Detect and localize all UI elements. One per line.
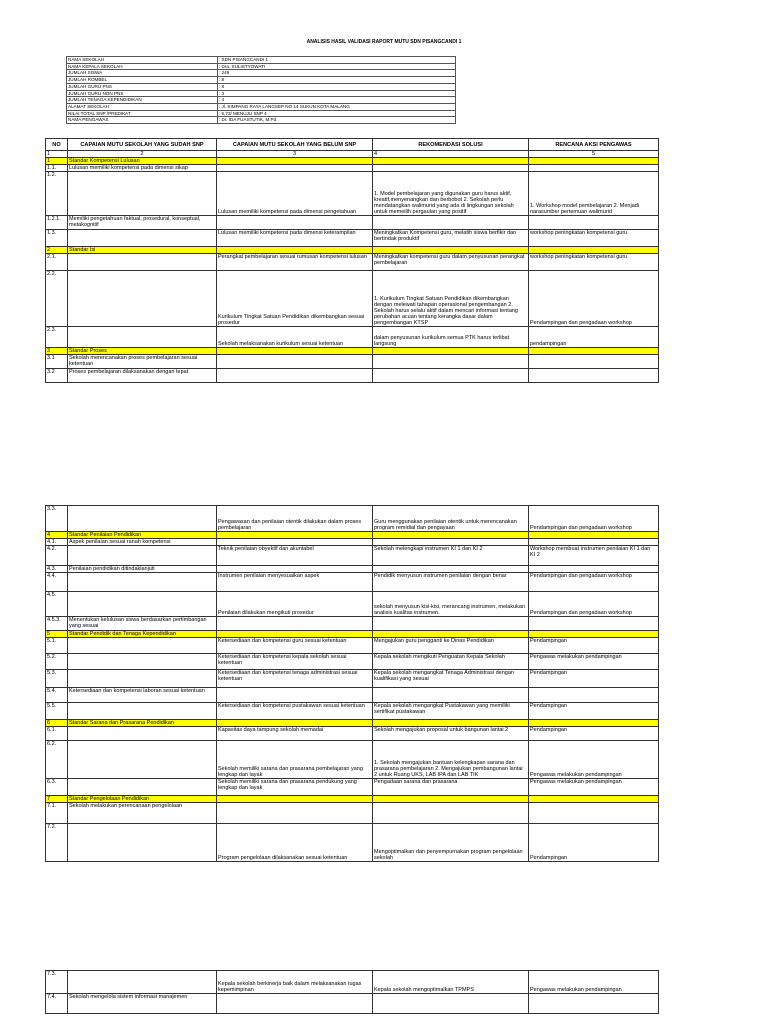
cell-belum (217, 566, 373, 573)
cell-rencana (529, 994, 659, 1014)
cell-rekomendasi: Kepala sekolah mengoptimalkan TPMPS (373, 971, 529, 994)
info-row (67, 110, 456, 117)
info-value: : SDN PISANGCANDI 1 (218, 57, 456, 64)
cell-rekomendasi: sekolah menyusun kisi-kisi, merancang instrumen, melakukan analisis kualitas instrumen. (373, 592, 529, 617)
standard-heading-row (46, 348, 659, 355)
cell-no: 7.1. (46, 803, 68, 824)
cell-rencana (529, 348, 659, 355)
cell-no: 5.1. (46, 638, 68, 654)
cell-belum (217, 631, 373, 638)
cell-rekomendasi (373, 617, 529, 631)
info-row (67, 70, 456, 77)
info-row (67, 63, 456, 70)
cell-rekomendasi: 1. Kurikulum Tingkat Satuan Pendidikan dikembangkan dengan melewati tahapan operasional pengembangan 2. Sekolah harus selalu aktif dalam mencari informasi tentang perubahan acuan tentang kerangka dasar dalam pengembangan KTSP (373, 271, 529, 327)
table-row (46, 592, 659, 617)
cell-rekomendasi: Pendidik menyusun instrumen penilaian dengan benar (373, 573, 529, 592)
cell-belum: Kapasitas daya tampung sekolah memadai (217, 727, 373, 741)
table-row (46, 803, 659, 824)
colnum: 1 (46, 151, 68, 158)
cell-belum (217, 803, 373, 824)
cell-rekomendasi: Meningkatkan kompetensi guru dalam penyusunan perangkat pembelajaran (373, 254, 529, 271)
cell-belum: Ketersediaan dan kompetensi guru sesuai ketentuan (217, 638, 373, 654)
info-label: NAMA PENGAWAS (67, 117, 218, 124)
info-value: : 8 (218, 77, 456, 84)
info-label: NAMA KEPALA SEKOLAH (67, 63, 218, 70)
cell-rencana: pendampingan (529, 327, 659, 348)
cell-no: 2.3. (46, 327, 68, 348)
cell-rencana (529, 369, 659, 383)
cell-no: 5.5. (46, 703, 68, 720)
cell-rencana (529, 539, 659, 546)
cell-belum: Ketersediaan dan kompetensi pustakawan sesuai ketentuan (217, 703, 373, 720)
cell-no: 2 (46, 247, 68, 254)
cell-rekomendasi: dalam penyusunan kurikulum semua PTK harus terlibat langsung (373, 327, 529, 348)
cell-rekomendasi: Mengajukan guru pengganti ke Dinas Pendidikan (373, 638, 529, 654)
cell-rencana: Pendampingan dan pengadaan workshop (529, 506, 659, 532)
cell-no: 5.3. (46, 670, 68, 688)
cell-sudah: Memiliki pengetahuan faktual, prosedural, konseptual, metakognitif (68, 216, 217, 230)
cell-rencana: Pendampingan (529, 670, 659, 688)
cell-sudah (68, 741, 217, 779)
table-row (46, 703, 659, 720)
cell-no: 2.2. (46, 271, 68, 327)
cell-no: 4.5.3. (46, 617, 68, 631)
cell-rekomendasi (373, 355, 529, 369)
header-rencana: RENCANA AKSI PENGAWAS (529, 139, 659, 151)
cell-rekomendasi (373, 796, 529, 803)
table-row (46, 670, 659, 688)
table-row (46, 688, 659, 703)
info-value: : 249 (218, 70, 456, 77)
cell-belum: Perangkat pembelajaran sesuai rumusan kompetensi lulusan (217, 254, 373, 271)
cell-sudah (68, 779, 217, 796)
analysis-table-part-2 (45, 505, 659, 862)
cell-sudah (68, 654, 217, 670)
cell-sudah: Proses pembelajaran dilaksanakan dengan tepat (68, 369, 217, 383)
cell-sudah: Penilaian pendidikan ditindaklanjuti (68, 566, 217, 573)
standard-heading-row (46, 158, 659, 165)
cell-sudah (68, 254, 217, 271)
cell-belum: Instrumen penilaian menyesuaikan aspek (217, 573, 373, 592)
cell-rencana: Pendampingan dan pengadaan workshop (529, 573, 659, 592)
cell-sudah: Menentukan kelulusan siswa berdasarkan pertimbangan yang sesuai (68, 617, 217, 631)
info-label: NAMA SEKOLAH (67, 57, 218, 64)
header-belum-snp: CAPAIAN MUTU SEKOLAH YANG BELUM SNP (217, 139, 373, 151)
cell-sudah: Standar Proses (68, 348, 217, 355)
cell-no: 4 (46, 532, 68, 539)
info-row (67, 117, 456, 124)
cell-rekomendasi: Guru menggunakan penilaian otentik untuk merencanakan program remidial dan pengayaan (373, 506, 529, 532)
cell-rencana (529, 165, 659, 172)
cell-rekomendasi (373, 566, 529, 573)
table-row (46, 741, 659, 779)
cell-belum (217, 720, 373, 727)
table-row (46, 994, 659, 1014)
cell-rekomendasi: Mengoptimalkan dan penyempurnakan program pengelolaan sekolah (373, 824, 529, 862)
cell-no: 5.2. (46, 654, 68, 670)
cell-no: 1.2.1. (46, 216, 68, 230)
cell-rencana: Pengawas melakukan pendampingan (529, 779, 659, 796)
cell-rencana (529, 355, 659, 369)
cell-sudah: Standar Kompetensi Lulusan (68, 158, 217, 165)
table-header-row (46, 139, 659, 151)
info-label: JUMLAH GURU PNS (67, 83, 218, 90)
cell-no: 1.1. (46, 165, 68, 172)
table-row (46, 172, 659, 216)
info-row (67, 57, 456, 64)
cell-rekomendasi: Sekolah mengajukan proposal untuk bangunan lantai 2 (373, 727, 529, 741)
cell-belum (217, 355, 373, 369)
cell-rencana: Workshop membuat instrumen penilaian KI 1 dan KI 2 (529, 546, 659, 566)
table-row (46, 638, 659, 654)
cell-sudah (68, 506, 217, 532)
cell-rekomendasi: Pengadaan sarana dan prasarana (373, 779, 529, 796)
standard-heading-row (46, 247, 659, 254)
cell-sudah (68, 172, 217, 216)
cell-rencana (529, 158, 659, 165)
cell-belum (217, 369, 373, 383)
cell-rekomendasi (373, 216, 529, 230)
cell-belum: Program pengelolaan dilaksanakan sesuai ketentuan (217, 824, 373, 862)
cell-no: 6.3. (46, 779, 68, 796)
cell-rencana: 1. Workshop model pembelajaran 2. Menjadi narasumber pertemuan walimurid (529, 172, 659, 216)
info-value: : Dr. IDA FUASTUTIK, M.Pd (218, 117, 456, 124)
cell-belum: Lulusan memiliki kompetensi pada dimensi keterampilan (217, 230, 373, 247)
colnum: 2 (68, 151, 217, 158)
cell-belum (217, 796, 373, 803)
cell-sudah (68, 727, 217, 741)
cell-belum: Teknik penilaian obyektif dan akuntabel (217, 546, 373, 566)
cell-belum (217, 617, 373, 631)
cell-rencana: Pendampingan dan pengadaan workshop (529, 592, 659, 617)
column-number-row (46, 151, 659, 158)
info-label: NILAI TOTAL SNP /PREDIKAT (67, 110, 218, 117)
cell-sudah: Ketersediaan dan kompetensi laboran sesuai ketentuan (68, 688, 217, 703)
cell-no: 1.3. (46, 230, 68, 247)
cell-rekomendasi: 1. Model pembelajaran yang digunakan guru harus aktif, kreatif,menyenangkan dan berbobot 2. Sekolah perlu mendatangkan walimurid yang ada di lingkungan sekolah untuk memeilih pergaulan yang positif (373, 172, 529, 216)
info-row (67, 83, 456, 90)
table-row (46, 727, 659, 741)
table-row (46, 216, 659, 230)
info-value: : Dra. SULISTYOWATI (218, 63, 456, 70)
table-row (46, 546, 659, 566)
cell-belum (217, 532, 373, 539)
cell-belum: Penilaian dilakukan mengikuti prosedur (217, 592, 373, 617)
colnum: 5 (529, 151, 659, 158)
cell-sudah (68, 573, 217, 592)
info-value: : Jl. SIMPANG RAYA LANGSEP NO 14 SUKUN KOTA MALANG (218, 103, 456, 110)
cell-no: 6.1. (46, 727, 68, 741)
table-row (46, 566, 659, 573)
table-row (46, 617, 659, 631)
table-row (46, 327, 659, 348)
standard-heading-row (46, 796, 659, 803)
info-value: : 5,73/ MENUJU SNP 4 (218, 110, 456, 117)
info-label: JUMLAH ROMBEL (67, 77, 218, 84)
cell-belum: Lulusan memiliki kompetensi pada dimensi pengetahuan (217, 172, 373, 216)
cell-rencana (529, 720, 659, 727)
cell-sudah (68, 592, 217, 617)
cell-rekomendasi (373, 348, 529, 355)
info-row (67, 90, 456, 97)
cell-no: 4.1. (46, 539, 68, 546)
cell-no: 4.4. (46, 573, 68, 592)
info-value: : 8 (218, 83, 456, 90)
cell-rekomendasi: Sekolah melengkapi instrumen KI 1 dan KI 2 (373, 546, 529, 566)
cell-no: 5 (46, 631, 68, 638)
table-row (46, 165, 659, 172)
standard-heading-row (46, 532, 659, 539)
cell-no: 6 (46, 720, 68, 727)
table-row (46, 254, 659, 271)
cell-belum (217, 247, 373, 254)
header-rekomendasi: REKOMENDASI SOLUSI (373, 139, 529, 151)
cell-sudah (68, 971, 217, 994)
table-row (46, 573, 659, 592)
standard-heading-row (46, 631, 659, 638)
cell-sudah: Standar Penilaian Pendidikan (68, 532, 217, 539)
colnum: 3 (217, 151, 373, 158)
header-no: NO (46, 139, 68, 151)
colnum: 4 (373, 151, 529, 158)
info-row (67, 97, 456, 104)
cell-rekomendasi (373, 369, 529, 383)
cell-rencana: workshop peningkatan kompetensi guru (529, 254, 659, 271)
cell-belum (217, 216, 373, 230)
cell-rencana: Pendampingan (529, 727, 659, 741)
cell-rekomendasi (373, 994, 529, 1014)
cell-belum (217, 688, 373, 703)
cell-sudah: Standar Sarana dan Prasarana Pendidikan (68, 720, 217, 727)
cell-rekomendasi (373, 688, 529, 703)
cell-sudah: Standar Isi (68, 247, 217, 254)
analysis-table-part-3 (45, 970, 659, 1014)
cell-belum: Sekolah memiliki sarana dan prasarana pendukung yang lengkap dan layak (217, 779, 373, 796)
cell-rekomendasi (373, 247, 529, 254)
cell-rekomendasi (373, 532, 529, 539)
cell-rencana (529, 796, 659, 803)
cell-rencana: Pendampingan dan pengadaan workshop (529, 271, 659, 327)
cell-belum (217, 994, 373, 1014)
cell-no: 4.3. (46, 566, 68, 573)
cell-sudah (68, 703, 217, 720)
cell-no: 5.4. (46, 688, 68, 703)
cell-sudah: Standar Pengelolaan Pendidikan (68, 796, 217, 803)
cell-no: 3.1 (46, 355, 68, 369)
cell-belum (217, 158, 373, 165)
cell-no: 3.2 (46, 369, 68, 383)
cell-rencana (529, 631, 659, 638)
analysis-table-part-1 (45, 138, 659, 383)
page-title: ANALISIS HASIL VALIDASI RAPORT MUTU SDN PISANGCANDI 1 (306, 39, 462, 45)
info-row (67, 103, 456, 110)
cell-rekomendasi (373, 803, 529, 824)
cell-sudah (68, 546, 217, 566)
cell-rencana: Pengawas melakukan pendampingan (529, 654, 659, 670)
cell-rekomendasi: 1. Sekolah mengajukan bantuan kelengkapan sarana dan prasarana pembelajaran 2. Mengajukan pembangunan lantai 2 untuk Ruang UKS, LAB IPA dan LAB TIK (373, 741, 529, 779)
cell-belum: Kepala sekolah berkinerja baik dalam melaksanakan tugas kepemimpinan (217, 971, 373, 994)
info-label: JUMLAH TENAGA KEPENDIDIKAN (67, 97, 218, 104)
cell-rencana: Pendampingan (529, 638, 659, 654)
cell-rencana (529, 688, 659, 703)
cell-rencana (529, 216, 659, 230)
cell-sudah: Sekolah melakukan perencanaan pengelolaan (68, 803, 217, 824)
cell-no: 2.1. (46, 254, 68, 271)
info-label: ALAMAT SEKOLAH (67, 103, 218, 110)
cell-no: 1.2. (46, 172, 68, 216)
cell-rencana (529, 803, 659, 824)
cell-rekomendasi (373, 165, 529, 172)
cell-rekomendasi (373, 720, 529, 727)
cell-rekomendasi: Kepala sekolah mengikuti Penguatan Kepala Sekolah (373, 654, 529, 670)
cell-rekomendasi: Kepala sekolah mengangkat Pustakawan yang memiliki sertifikat pustakawan (373, 703, 529, 720)
cell-sudah (68, 670, 217, 688)
table-row (46, 779, 659, 796)
cell-belum (217, 539, 373, 546)
cell-sudah (68, 230, 217, 247)
cell-no: 7.2. (46, 824, 68, 862)
cell-sudah: Standar Pendidik dan Tenaga Kependidikan (68, 631, 217, 638)
info-value: : 4 (218, 97, 456, 104)
cell-rekomendasi (373, 539, 529, 546)
cell-no: 7.3. (46, 971, 68, 994)
cell-no: 7 (46, 796, 68, 803)
cell-rencana: Pendampingan (529, 824, 659, 862)
cell-rekomendasi: Kepala sekolah mengangkat Tenaga Administrasi dengan kualifikasi yang sesuai (373, 670, 529, 688)
cell-no: 3 (46, 348, 68, 355)
cell-no: 4.5. (46, 592, 68, 617)
cell-rencana: workshop peningkatan kompetensi guru (529, 230, 659, 247)
cell-no: 7.4. (46, 994, 68, 1014)
cell-belum (217, 165, 373, 172)
info-label: JUMLAH GURU NON PNS (67, 90, 218, 97)
table-row (46, 230, 659, 247)
cell-rencana (529, 617, 659, 631)
cell-belum: Ketersediaan dan kompetensi tenaga administrasi sesuai ketentuan (217, 670, 373, 688)
table-row (46, 369, 659, 383)
header-sudah-snp: CAPAIAN MUTU SEKOLAH YANG SUDAH SNP (68, 139, 217, 151)
cell-belum: Sekolah memiliki sarana dan prasarana pembelajaran yang lengkap dan layak (217, 741, 373, 779)
cell-no: 3.3. (46, 506, 68, 532)
cell-belum: Pengawasan dan penilaian otentik dilakukan dalam proses pembelajaran (217, 506, 373, 532)
info-value: : 3 (218, 90, 456, 97)
cell-rencana: Pengawas melakukan pendampingan (529, 971, 659, 994)
school-info-table (66, 56, 456, 124)
cell-no: 6.2. (46, 741, 68, 779)
cell-sudah: Sekolah merencanakan proses pembelajaran sesuai ketentuan (68, 355, 217, 369)
cell-belum (217, 348, 373, 355)
cell-sudah (68, 824, 217, 862)
cell-rencana (529, 532, 659, 539)
cell-rencana: Pengawas melakukan pendampingan (529, 741, 659, 779)
cell-sudah: Lulusan memiliki kompetensi pada dimensi sikap (68, 165, 217, 172)
cell-sudah (68, 327, 217, 348)
cell-sudah (68, 638, 217, 654)
cell-sudah: Sekolah mengelola sistem informasi manajemen (68, 994, 217, 1014)
table-row (46, 971, 659, 994)
cell-no: 4.2. (46, 546, 68, 566)
table-row (46, 824, 659, 862)
cell-belum: Sekolah melaksanakan kurikulum sesuai ketentuan (217, 327, 373, 348)
table-row (46, 539, 659, 546)
cell-sudah: Aspek penilaian sesuai ranah kompetensi (68, 539, 217, 546)
cell-rekomendasi (373, 631, 529, 638)
cell-rencana: Pendampingan (529, 703, 659, 720)
cell-sudah (68, 271, 217, 327)
table-row (46, 355, 659, 369)
table-row (46, 654, 659, 670)
info-row (67, 77, 456, 84)
cell-rekomendasi: Meningkatkan Kompetensi guru, melatih siswa berfikir dan bertindak produktif (373, 230, 529, 247)
standard-heading-row (46, 720, 659, 727)
table-row (46, 271, 659, 327)
cell-no: 1 (46, 158, 68, 165)
cell-rencana (529, 566, 659, 573)
cell-belum: Kurikulum Tingkat Satuan Pendidikan dikembangkan sesuai prosedur (217, 271, 373, 327)
info-label: JUMLAH SISWA (67, 70, 218, 77)
table-row (46, 506, 659, 532)
cell-rekomendasi (373, 158, 529, 165)
cell-rencana (529, 247, 659, 254)
cell-belum: Ketersediaan dan kompetensi kepala sekolah sesuai ketentuan (217, 654, 373, 670)
